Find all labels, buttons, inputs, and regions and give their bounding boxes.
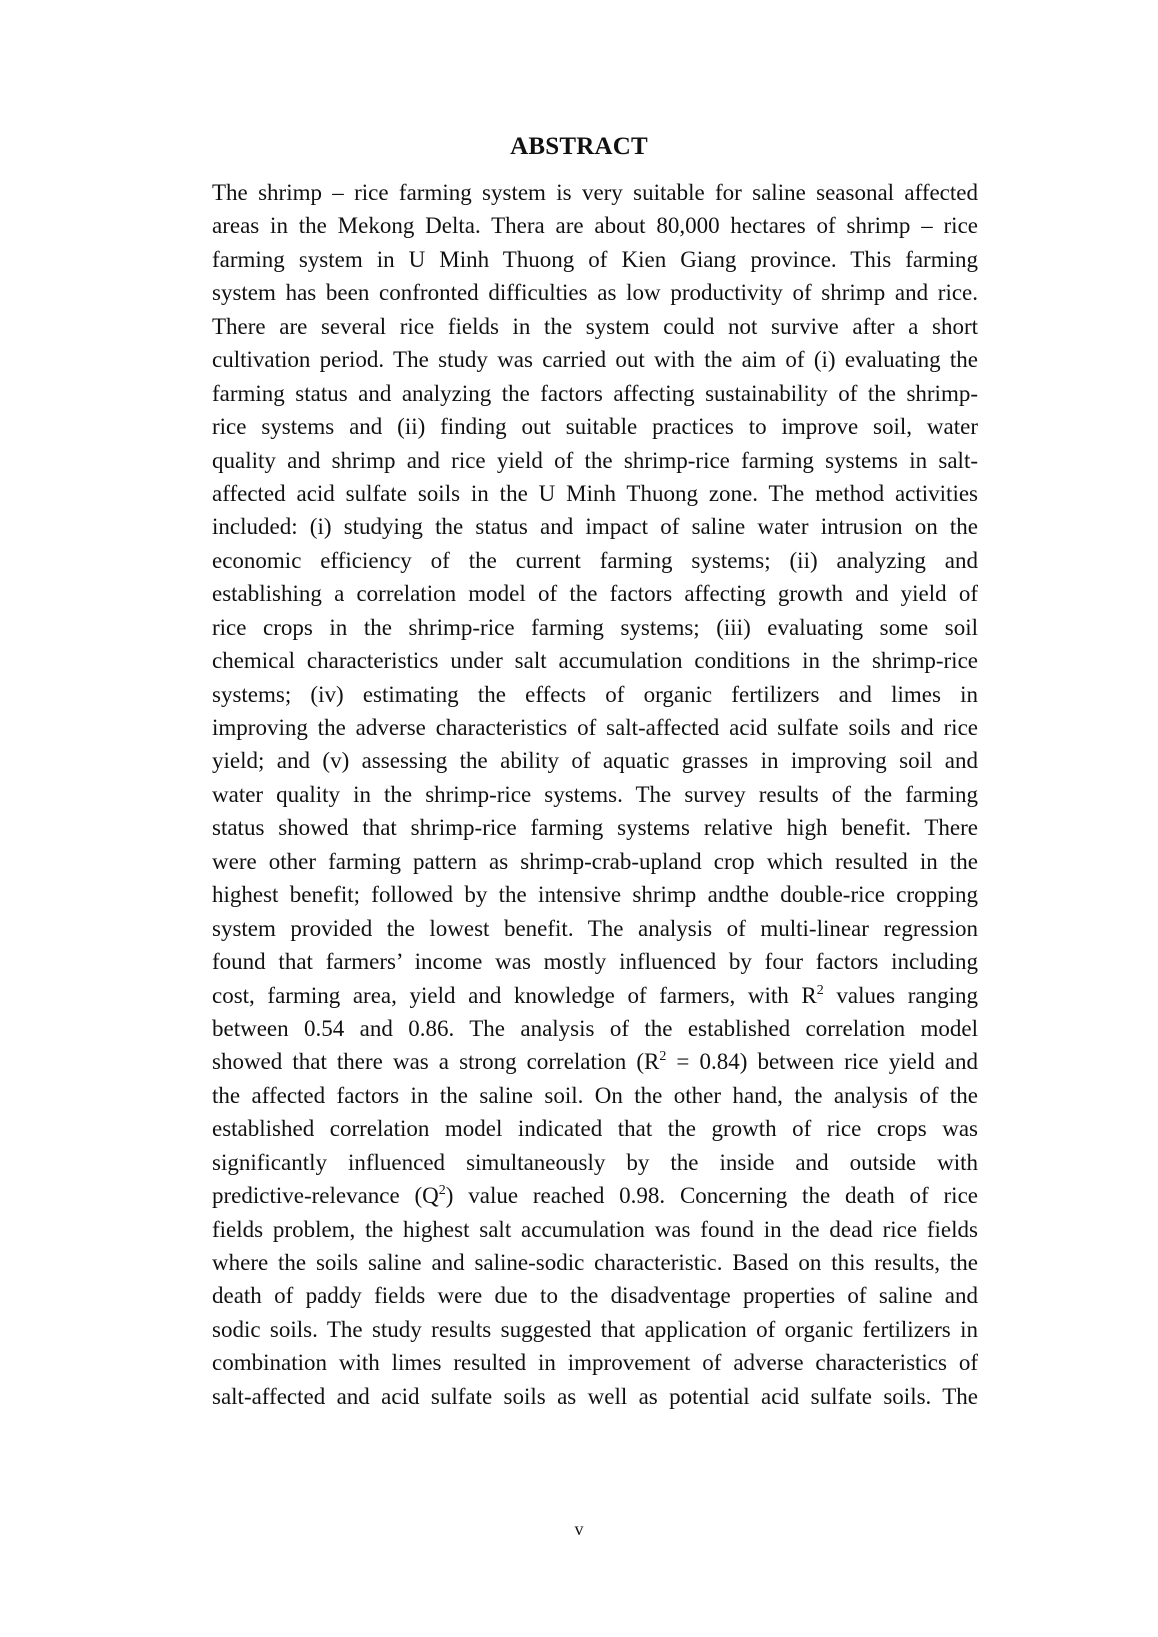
- abstract-line: rice systems and (ii) finding out suitable practices to improve soil, water: [212, 414, 978, 440]
- abstract-line: where the soils saline and saline-sodic characteristic. Based on this results, the: [212, 1250, 978, 1275]
- abstract-line: There are several rice fields in the system could not survive after a short: [212, 313, 978, 339]
- line-text: cost, farming area, yield and knowledge of farmers, with R: [212, 982, 817, 1008]
- abstract-line-with-superscript: [212, 1179, 978, 1212]
- abstract-line: affected acid sulfate soils in the U Minh Thuong zone. The method activities: [212, 480, 978, 506]
- superscript: 2: [816, 982, 824, 998]
- line-text: values ranging: [823, 982, 978, 1008]
- abstract-line: areas in the Mekong Delta. Thera are about 80,000 hectares of shrimp – rice: [212, 213, 978, 239]
- abstract-line: The shrimp – rice farming system is very suitable for saline seasonal affected: [212, 180, 978, 205]
- abstract-body: [212, 176, 978, 1413]
- abstract-line: rice crops in the shrimp-rice farming systems; (iii) evaluating some soil: [212, 614, 978, 640]
- abstract-line: farming status and analyzing the factors affecting sustainability of the shrimp-: [212, 380, 978, 406]
- abstract-line: economic efficiency of the current farming systems; (ii) analyzing and: [212, 547, 978, 573]
- abstract-line-with-superscript: [212, 979, 978, 1012]
- abstract-line: improving the adverse characteristics of salt-affected acid sulfate soils and rice: [212, 715, 978, 740]
- abstract-line: death of paddy fields were due to the disadventage properties of saline and: [212, 1283, 978, 1309]
- abstract-line: found that farmers’ income was mostly influenced by four factors including: [212, 949, 978, 975]
- abstract-line: yield; and (v) assessing the ability of aquatic grasses in improving soil and: [212, 748, 978, 774]
- abstract-line: combination with limes resulted in improvement of adverse characteristics of: [212, 1350, 978, 1376]
- superscript: 2: [438, 1183, 446, 1199]
- line-text: ) value reached 0.98. Concerning the death of rice: [445, 1183, 978, 1209]
- abstract-line-with-superscript: [212, 1045, 978, 1078]
- abstract-line: status showed that shrimp-rice farming systems relative high benefit. There: [212, 815, 978, 841]
- abstract-line: system provided the lowest benefit. The analysis of multi-linear regression: [212, 915, 978, 941]
- abstract-line: significantly influenced simultaneously by the inside and outside with: [212, 1149, 978, 1175]
- abstract-line: between 0.54 and 0.86. The analysis of the established correlation model: [212, 1015, 978, 1041]
- line-text: = 0.84) between rice yield and: [666, 1049, 978, 1075]
- superscript: 2: [659, 1049, 667, 1065]
- abstract-line: cultivation period. The study was carried out with the aim of (i) evaluating the: [212, 347, 978, 373]
- abstract-line: sodic soils. The study results suggested that application of organic fertilizers in: [212, 1316, 978, 1342]
- abstract-line: chemical characteristics under salt accumulation conditions in the shrimp-rice: [212, 648, 978, 674]
- abstract-line: quality and shrimp and rice yield of the shrimp-rice farming systems in salt-: [212, 447, 978, 473]
- abstract-line: establishing a correlation model of the factors affecting growth and yield of: [212, 581, 978, 607]
- abstract-line: system has been confronted difficulties as low productivity of shrimp and rice.: [212, 280, 978, 306]
- abstract-line: fields problem, the highest salt accumulation was found in the dead rice fields: [212, 1216, 978, 1242]
- abstract-line: established correlation model indicated that the growth of rice crops was: [212, 1116, 978, 1142]
- abstract-line: were other farming pattern as shrimp-crab-upland crop which resulted in the: [212, 848, 978, 874]
- abstract-line: included: (i) studying the status and impact of saline water intrusion on the: [212, 514, 978, 540]
- abstract-line: water quality in the shrimp-rice systems. The survey results of the farming: [212, 781, 978, 807]
- abstract-line: systems; (iv) estimating the effects of organic fertilizers and limes in: [212, 681, 978, 707]
- page-number: v: [574, 1519, 584, 1539]
- line-text: predictive-relevance (Q: [212, 1183, 439, 1209]
- abstract-heading: ABSTRACT: [510, 133, 648, 160]
- line-text: showed that there was a strong correlation (R: [212, 1049, 660, 1075]
- abstract-line: the affected factors in the saline soil. On the other hand, the analysis of the: [212, 1082, 978, 1108]
- abstract-line: farming system in U Minh Thuong of Kien Giang province. This farming: [212, 246, 978, 272]
- abstract-line: highest benefit; followed by the intensive shrimp andthe double-rice cropping: [212, 882, 978, 908]
- abstract-line: salt-affected and acid sulfate soils as well as potential acid sulfate soils. The: [212, 1383, 978, 1409]
